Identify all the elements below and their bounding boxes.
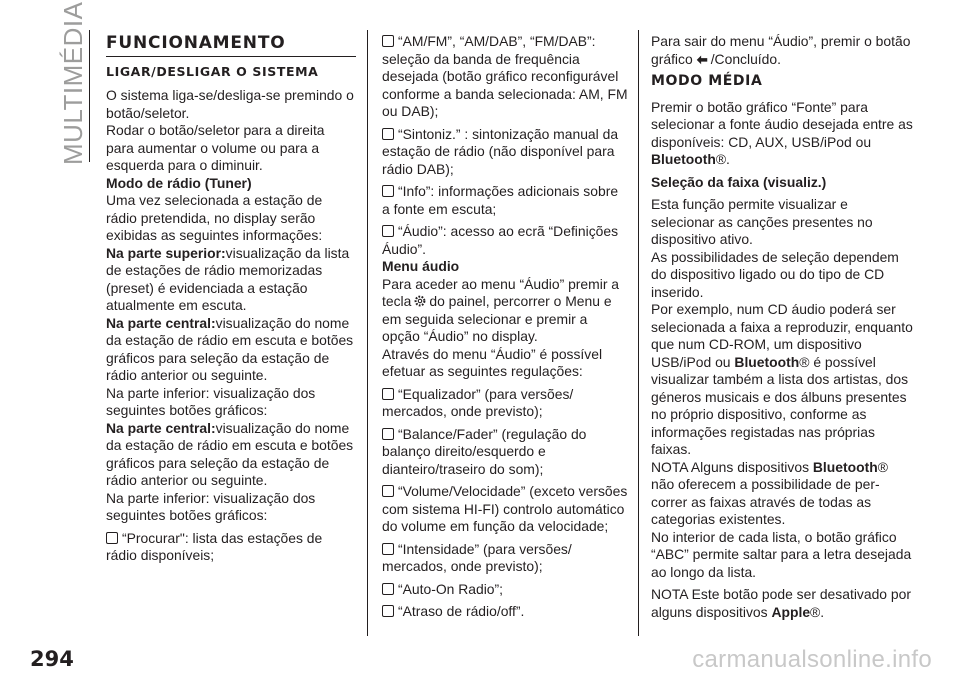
media-mode-heading: MODO MÉDIA (651, 73, 763, 89)
bullet-text: “Volume/Velocidade” (exceto versões com sistema HI-FI) controlo automático do volume em função da velocidade; (382, 483, 628, 534)
bullet-item (106, 530, 356, 565)
paragraph (106, 420, 356, 490)
paragraph (106, 245, 356, 315)
note (651, 459, 913, 529)
column-divider-2 (638, 30, 639, 636)
bullet-item (382, 483, 628, 536)
bullet-box-icon (382, 485, 394, 497)
section-side-tab-label: MULTIMÉDIA (58, 1, 88, 165)
bullet-item (382, 33, 628, 121)
paragraph (651, 33, 913, 68)
bullet-text: “Auto-On Radio”; (398, 580, 503, 597)
column-1 (106, 33, 356, 570)
text: Para sair do menu “Áudio”, premir o botão gráfico (651, 33, 911, 67)
brand-text: Apple (771, 603, 811, 620)
bullet-box-icon (382, 583, 394, 595)
bullet-item (382, 126, 628, 179)
bullet-text: “Sintoniz.” : sintonização manual da estação de rádio (não disponível para rádio DAB); (382, 125, 619, 177)
bullet-box-icon (382, 605, 394, 617)
bullet-text: “Atraso de rádio/off”. (398, 603, 525, 619)
brand-text: Bluetooth (812, 458, 878, 475)
bullet-item (382, 223, 628, 258)
text: visualização do nome da estação de rádio em escuta e botões gráficos para seleção da estação de rádio anterior ou seguinte. (106, 314, 354, 383)
text: ® não oferecem a possibilidade de per- correr as faixas através de todas as categorias existentes. (651, 458, 888, 527)
text: /Concluído. (710, 50, 781, 67)
bullet-text: “Áudio”: acesso ao ecrã “Definições Áudio”. (382, 223, 619, 257)
bullet-box-icon (382, 428, 394, 440)
text: ® é possível visualizar também a lista dos artistas, dos géneros musicais e dos álbuns presentes no próprio dispositivo, conforme as informações registadas nas próprias faixas. (651, 353, 909, 457)
bullet-box-icon (106, 532, 118, 544)
paragraph: O sistema liga-se/desliga-se premindo o botão/seletor. (106, 87, 354, 121)
bullet-item (382, 541, 628, 576)
bullet-text: “Balance/Fader” (regulação do balanço direito/esquerdo e dianteiro/traseiro do som); (382, 425, 587, 477)
bullet-text: “Info”: informações adicionais sobre a fonte em escuta; (382, 183, 619, 217)
bullet-item (382, 386, 628, 421)
paragraph: Uma vez selecionada a estação de rádio pretendida, no display serão exibidas as seguintes informações: (106, 192, 323, 243)
audio-menu-title: Menu áudio (382, 258, 460, 274)
paragraph: No interior de cada lista, o botão gráfico “ABC” permite saltar para a letra desejada ao longo da lista. (651, 528, 912, 580)
column-2 (382, 33, 628, 626)
label: Na parte superior: (106, 244, 226, 261)
watermark: carmanualsonline.info (692, 646, 932, 673)
text: do painel, percorrer o Menu e em seguida selecionar e premir a opção “Áudio” no display. (382, 293, 612, 344)
paragraph: Na parte inferior: visualização dos seguintes botões gráficos: (106, 384, 316, 418)
bullet-item (382, 603, 628, 621)
text: ®. (810, 603, 825, 620)
paragraph: Esta função permite visualizar e selecionar as canções presentes no dispositivo ativo. (651, 196, 873, 247)
text: visualização da lista de estações de rádio memorizadas (preset) é evidenciada a estação atualmente em escuta. (106, 244, 350, 313)
text: Por exemplo, num CD áudio poderá ser selecionada a faixa a reproduzir, enquanto que num CD-ROM, um dispositivo USB/iPod ou (651, 301, 913, 370)
note (651, 586, 913, 621)
bullet-text: “Procurar": lista das estações de rádio disponíveis; (106, 529, 323, 563)
paragraph (106, 315, 356, 385)
paragraph: Rodar o botão/seletor para a direita para aumentar o volume ou para a esquerda para o diminuir. (106, 122, 325, 173)
side-tab-divider (89, 30, 90, 162)
paragraph (651, 301, 913, 459)
brand-text: Bluetooth (651, 151, 716, 167)
label: Na parte central: (106, 314, 216, 331)
column-divider-1 (367, 30, 368, 636)
bullet-box-icon (382, 185, 394, 197)
text: Para aceder ao menu “Áudio” premir a tecla (382, 275, 620, 309)
bullet-item (382, 581, 628, 599)
bullet-box-icon (382, 128, 394, 140)
text: NOTA Alguns dispositivos (651, 458, 810, 475)
section-heading: FUNCIONAMENTO (106, 33, 356, 57)
label: Na parte central: (106, 419, 216, 436)
paragraph: Na parte inferior: visualização dos seguintes botões gráficos: (106, 489, 316, 523)
paragraph (651, 99, 913, 169)
track-selection-title: Seleção da faixa (visualiz.) (651, 173, 827, 190)
paragraph (382, 276, 628, 346)
section-side-tab (58, 1, 88, 165)
text: Premir o botão gráfico “Fonte” para selecionar a fonte áudio desejada entre as disponíveis: CD, AUX, USB/iPod ou (651, 98, 913, 150)
text: ®. (715, 151, 730, 167)
paragraph: Através do menu “Áudio” é possível efetuar as seguintes regulações: (382, 345, 603, 379)
bullet-item (382, 426, 628, 479)
settings-gear-icon (413, 294, 427, 308)
text: visualização do nome da estação de rádio em escuta e botões gráficos para seleção da estação de rádio anterior ou seguinte. (106, 419, 354, 488)
back-arrow-icon (695, 52, 709, 66)
bullet-box-icon (382, 35, 394, 47)
bullet-text: “Intensidade” (para versões/ mercados, onde previsto); (382, 540, 572, 574)
brand-text: Bluetooth (734, 353, 800, 370)
radio-mode-title: Modo de rádio (Tuner) (106, 174, 252, 191)
bullet-item (382, 183, 628, 218)
bullet-text: “AM/FM”, “AM/DAB”, “FM/DAB”: seleção da banda de frequência desejada (botão gráfico reconfigurável conforme a banda selecionada: AM, FM ou DAB); (382, 33, 628, 119)
text: NOTA Este botão pode ser desativado por alguns dispositivos (651, 586, 911, 620)
page-number: 294 (30, 647, 74, 671)
bullet-box-icon (382, 543, 394, 555)
bullet-text: “Equalizador” (para versões/ mercados, onde previsto); (382, 385, 574, 419)
column-3 (651, 33, 913, 626)
bullet-box-icon (382, 225, 394, 237)
paragraph: As possibilidades de seleção dependem do dispositivo ligado ou do tipo de CD inserido. (651, 248, 899, 300)
bullet-box-icon (382, 388, 394, 400)
subheading: LIGAR/DESLIGAR O SISTEMA (106, 64, 319, 79)
